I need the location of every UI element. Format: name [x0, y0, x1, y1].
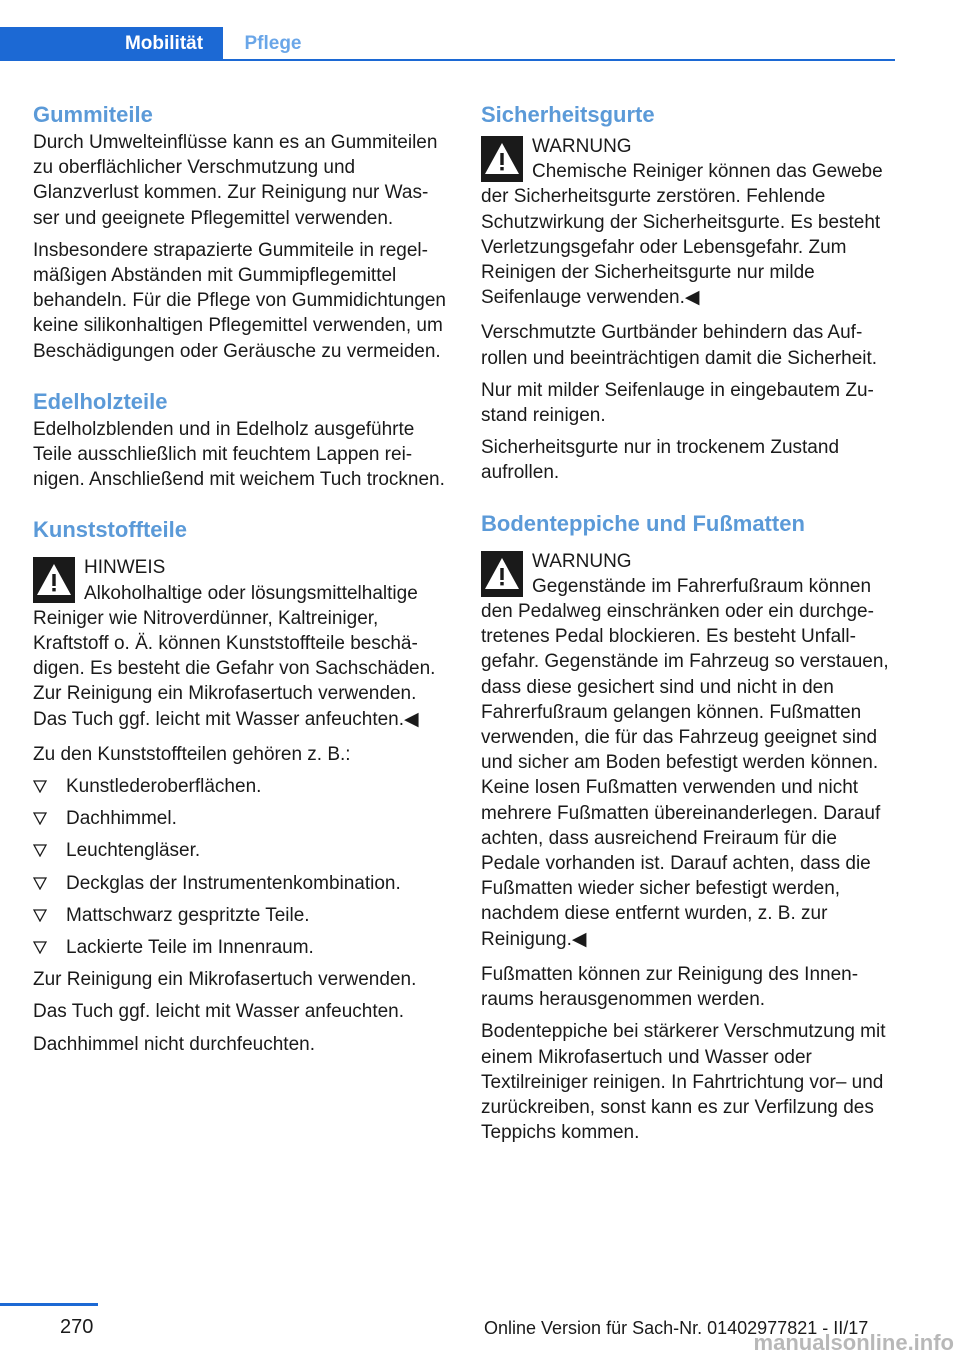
bullet-triangle-icon — [33, 812, 47, 825]
bullet-triangle-icon — [33, 844, 47, 857]
teppich-paragraph-2: Bodenteppiche bei stärkerer Verschmutzung mit einem Mikrofasertuch und Wasser oder Textilreiniger reinigen. In Fahrtrichtung vor– und zurückreiben, sonst kann es zur Verfilzung des Teppichs kommen. — [481, 1021, 886, 1144]
kunststoff-after-2: Das Tuch ggf. leicht mit Wasser anfeuchten. — [33, 1001, 405, 1023]
warning-triangle-icon — [33, 557, 75, 603]
left-column — [33, 100, 448, 1064]
bullet-triangle-icon — [33, 877, 47, 890]
warning-triangle-icon — [481, 136, 523, 182]
teppich-paragraph-1: Fußmatten können zur Reinigung des Innenraums herausgenommen werden. — [481, 963, 859, 1011]
notice-text: Gegenstände im Fahrerfußraum können den Pedalweg einschränken oder ein durchgetretenes Pedal blockieren. Es besteht Unfallgefahr. Gegenstände im Fahrzeug so verstauen, dass diese gesichert sind und nicht in den Fahrerfußraum gelangen können. Fußmatten verwenden, die für das Fahrzeug geeignet sind und sicher am Boden befestigt werden können. Keine losen Fußmatten verwenden und nicht mehrere Fußmatten übereinanderlegen. Darauf achten, dass ausreichend Freiraum für die Pedale vorhanden ist. Darauf achten, dass die Fußmatten wieder sicher befestigt werden, nachdem diese entfernt wurden, z. B. zur Reinigung.◀ — [481, 575, 889, 950]
notice-text: Alkoholhaltige oder lösungsmittelhaltige Reiniger wie Nitroverdünner, Kaltreiniger, Kraftstoff o. Ä. können Kunststoffteile beschädigen. Es besteht die Gefahr von Sachschäden. Zur Reinigung ein Mikrofasertuch verwenden. Das Tuch ggf. leicht mit Wasser anfeuchten.◀ — [33, 582, 436, 730]
bullet-triangle-icon — [33, 780, 47, 793]
list-item — [33, 774, 448, 799]
notice-keyword: WARNUNG — [532, 136, 632, 157]
notice-keyword: HINWEIS — [84, 557, 166, 579]
list-item — [33, 903, 448, 928]
notice-text: Chemische Reiniger können das Gewebe der Sicherheitsgurte zerstören. Fehlende Schutzwirkung der Sicherheitsgurte. Es besteht Verletzungsgefahr oder Lebensgefahr. Zum Reinigen der Sicherheitsgurte nur milde Seifenlauge verwenden.◀ — [481, 161, 883, 309]
heading-edelholzteile: Edelholzteile — [33, 388, 168, 414]
kunststoff-intro: Zu den Kunststoffteilen gehören z. B.: — [33, 743, 351, 765]
list-item — [33, 871, 448, 896]
list-item-text: Dachhimmel. — [66, 808, 177, 830]
list-item — [33, 838, 448, 863]
gurte-paragraph-3: Sicherheitsgurte nur in trockenem Zustand aufrollen. — [481, 437, 840, 484]
tab-mobilitaet[interactable]: Mobilität — [105, 27, 223, 61]
heading-kunststoffteile: Kunststoffteile — [33, 517, 187, 543]
spacer — [33, 371, 448, 387]
gurte-paragraph-2: Nur mit milder Seifenlauge in eingebautem Zustand reinigen. — [481, 379, 874, 427]
warning-triangle-icon — [481, 551, 523, 597]
gummiteile-paragraph-1: Durch Umwelteinflüsse kann es an Gummiteilen zu oberflächlicher Verschmutzung und Glanzverlust kommen. Zur Reinigung nur Wasser und geeignete Pflegemittel verwenden. — [33, 132, 438, 229]
notice-warnung-gurte — [481, 134, 896, 310]
bullet-triangle-icon — [33, 909, 47, 922]
gurte-paragraph-1: Verschmutzte Gurtbänder behindern das Aufrollen und beeinträchtigen damit die Sicherheit. — [481, 322, 878, 369]
tab-underline — [0, 59, 895, 61]
list-item-text: Deckglas der Instrumentenkombination. — [66, 872, 401, 894]
kunststoff-after-1: Zur Reinigung ein Mikrofasertuch verwenden. — [33, 969, 417, 991]
online-version-note: Online Version für Sach-Nr. 01402977821 - II/17 — [484, 1318, 869, 1338]
tab-pflege[interactable]: Pflege — [244, 33, 302, 54]
notice-hinweis — [33, 555, 448, 731]
list-item-text: Kunstlederoberflächen. — [66, 776, 262, 798]
right-column — [481, 100, 896, 1152]
tab-lead-bar — [0, 27, 105, 61]
page-number: 270 — [60, 1316, 94, 1338]
list-item-text: Lackierte Teile im Innenraum. — [66, 937, 314, 959]
kunststoff-after-3: Dachhimmel nicht durchfeuchten. — [33, 1033, 315, 1055]
heading-bodenteppiche: Bodenteppiche und Fußmatten — [481, 510, 805, 536]
notice-warnung-teppich — [481, 549, 896, 952]
notice-keyword: WARNUNG — [532, 550, 632, 572]
gummiteile-paragraph-2: Insbesondere strapazierte Gummiteile in regelmäßigen Abständen mit Gummipflegemittel behandeln. Für die Pflege von Gummidichtungen keine silikonhaltigen Pflegemittel verwenden, um Beschädigungen oder Geräusche zu vermeiden. — [33, 239, 446, 362]
heading-gummiteile: Gummiteile — [33, 102, 153, 127]
chapter-tabbar — [0, 27, 895, 61]
list-item — [33, 806, 448, 831]
footer-rule — [0, 1303, 98, 1306]
spacer — [481, 493, 896, 509]
edelholzteile-paragraph: Edelholzblenden und in Edelholz ausgeführte Teile ausschließlich mit feuchtem Lappen reinigen. Anschließend mit weichem Tuch trocknen. — [33, 418, 445, 491]
kunststoff-list — [33, 774, 448, 960]
heading-sicherheitsgurte: Sicherheitsgurte — [481, 102, 655, 127]
watermark: manualsonline.info — [753, 1330, 954, 1355]
bullet-triangle-icon — [33, 941, 47, 954]
list-item-text: Mattschwarz gespritzte Teile. — [66, 904, 310, 926]
list-item-text: Leuchtengläser. — [66, 840, 201, 862]
list-item — [33, 935, 448, 960]
spacer — [33, 499, 448, 515]
